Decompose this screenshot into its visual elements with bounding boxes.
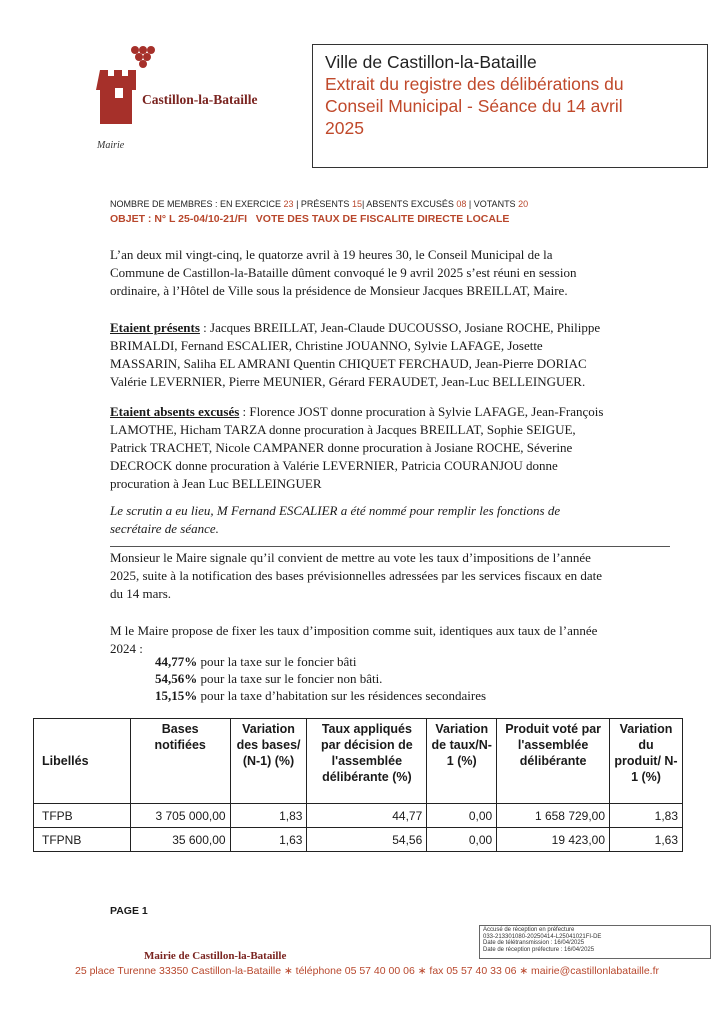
stamp-line: Accusé de réception en préfecture [483,927,575,933]
table-cell: 1,83 [610,804,683,828]
rate-value: 44,77% [155,654,198,669]
members-count-line [110,199,528,209]
table-header-cell: Variation du produit/ N-1 (%) [610,719,683,804]
table-cell: TFPNB [34,828,131,852]
table-header-row [34,719,683,804]
table-header-cell: Variation de taux/N-1 (%) [427,719,497,804]
presents-line: MASSARIN, Saliha EL AMRANI Quentin CHIQUET FERCHAUD, Jean-Pierre DORIAC [110,356,587,371]
rate-value: 15,15% [155,688,198,703]
absents-label: Etaient absents excusés [110,404,240,419]
presents-line: Valérie LEVERNIER, Pierre MEUNIER, Gérard FERAUDET, Jean-Luc BELLEINGUER. [110,374,586,389]
table-header-cell: Bases notifiées [130,719,230,804]
stamp-line: 033-213301080-20250414-L25041021FI-DE [483,933,602,940]
members-label-absents: | ABSENTS EXCUSÉS [361,199,454,209]
header-title-line2: Conseil Municipal - Séance du 14 avril [325,96,623,116]
tax-rates-table [33,718,683,852]
document-header-box [312,44,708,168]
members-presents: 15 [351,199,362,209]
table-cell: 1,83 [230,804,307,828]
scrutin-paragraph [110,502,670,538]
table-cell: 35 600,00 [130,828,230,852]
intro-paragraph [110,246,670,300]
absents-line: DECROCK donne procuration à Valérie LEVERNIER, Patricia COURANJOU donne [110,458,558,473]
absents-line: Patrick TRACHET, Nicole CAMPANER donne procuration à Josiane ROCHE, Séverine [110,440,573,455]
rate-line [155,670,382,688]
table-cell: 1,63 [610,828,683,852]
table-cell: 0,00 [427,804,497,828]
members-label-votants: | VOTANTS [468,199,516,209]
propose-line: M le Maire propose de fixer les taux d’imposition comme suit, identiques aux taux de l’année [110,623,598,638]
signale-line: du 14 mars. [110,586,172,601]
table-header-cell: Produit voté par l'assemblée délibérante [497,719,610,804]
prefecture-receipt-stamp [479,925,711,959]
separator-line [110,546,670,547]
intro-line: ordinaire, à l’Hôtel de Ville sous la présidence de Monsieur Jacques BREILLAT, Maire. [110,283,568,298]
rate-line [155,687,486,705]
table-cell: 1,63 [230,828,307,852]
signale-line: 2025, suite à la notification des bases prévisionnelles adressées par les services fiscaux en date [110,568,603,583]
header-town: Ville de Castillon-la-Bataille [325,52,537,72]
header-title-line3: 2025 [325,118,364,138]
table-header-cell: Taux appliqués par décision de l'assemblée délibérante (%) [307,719,427,804]
logo-subtitle: Mairie [97,140,125,151]
members-votants: 20 [518,199,529,209]
presents-line: BRIMALDI, Fernand ESCALIER, Christine JOUANNO, Sylvie LAFAGE, Josette [110,338,543,353]
members-exercice: 23 [283,199,294,209]
members-label-presents: | PRÉSENTS [296,199,350,209]
members-absents: 08 [456,199,467,209]
table-row [34,804,683,828]
signale-paragraph [110,549,670,603]
scrutin-line: secrétaire de séance. [110,521,219,536]
rate-text: pour la taxe d’habitation sur les résidences secondaires [197,688,487,703]
table-cell: TFPB [34,804,131,828]
objet-line: OBJET : N° L 25-04/10-21/FI VOTE DES TAUX DE FISCALITE DIRECTE LOCALE [110,213,510,225]
presents-paragraph [110,319,670,391]
logo-town-name: Castillon-la-Bataille [142,92,258,107]
presents-label: Etaient présents [110,320,200,335]
town-logo-icon [90,40,160,130]
table-cell: 3 705 000,00 [130,804,230,828]
rate-text: pour la taxe sur le foncier bâti [197,654,357,669]
absents-paragraph [110,403,670,493]
presents-line: : Jacques BREILLAT, Jean-Claude DUCOUSSO, Josiane ROCHE, Philippe [199,320,601,335]
header-title-line1: Extrait du registre des délibérations du [325,74,624,94]
members-label-exercice: NOMBRE DE MEMBRES : EN EXERCICE [110,199,282,209]
rate-value: 54,56% [155,671,198,686]
table-header-cell: Variation des bases/ (N-1) (%) [230,719,307,804]
table-cell: 44,77 [307,804,427,828]
scrutin-line: Le scrutin a eu lieu, M Fernand ESCALIER a été nommé pour remplir les fonctions de [110,503,561,518]
table-cell: 0,00 [427,828,497,852]
intro-line: L’an deux mil vingt-cinq, le quatorze avril à 19 heures 30, le Conseil Municipal de la [110,247,553,262]
footer-mairie-name: Mairie de Castillon-la-Bataille [144,950,287,962]
table-header-cell: Libellés [34,719,131,804]
table-cell: 1 658 729,00 [497,804,610,828]
propose-line: 2024 : [110,641,143,656]
table-cell: 54,56 [307,828,427,852]
footer-address: 25 place Turenne 33350 Castillon-la-Bataille ∗ téléphone 05 57 40 00 06 ∗ fax 05 57 40 33 06 ∗ mairie@castillonlabataille.fr [75,965,660,977]
stamp-line: Date de réception préfecture : 16/04/2025 [483,946,595,953]
rate-line [155,653,356,671]
table-cell: 19 423,00 [497,828,610,852]
intro-line: Commune de Castillon-la-Bataille dûment convoqué le 9 avril 2025 s’est réuni en session [110,265,577,280]
absents-line: : Florence JOST donne procuration à Sylvie LAFAGE, Jean-François [239,404,604,419]
absents-line: LAMOTHE, Hicham TARZA donne procuration à Jacques BREILLAT, Sophie SEIGUE, [110,422,576,437]
page-number: PAGE 1 [110,905,148,917]
stamp-line: Date de télétransmission : 16/04/2025 [483,940,585,946]
absents-line: procuration à Jean Luc BELLEINGUER [110,476,322,491]
table-row [34,828,683,852]
rate-text: pour la taxe sur le foncier non bâti. [197,671,383,686]
signale-line: Monsieur le Maire signale qu’il convient de mettre au vote les taux d’impositions de l’année [110,550,591,565]
